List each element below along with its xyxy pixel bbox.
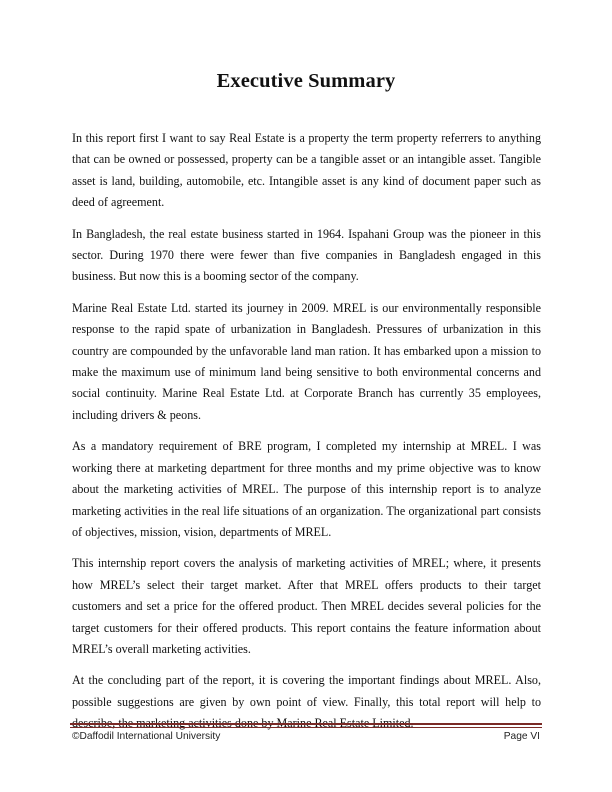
paragraph-mrel-overview: Marine Real Estate Ltd. started its journey in 2009. MREL is our environmentally responsible response to the rapid spate of urbanization in Bangladesh. Pressures of urbanization in this country are compounded by the unfavorable land man ration. It has embarked upon a mission to make the maximum use of minimum land being sensitive to both environmental concerns and social continuity. Marine Real Estate Ltd. at Corporate Branch has currently 35 employees, including drivers & peons. [72, 300, 541, 422]
footer-university: ©Daffodil International University [72, 731, 221, 742]
paragraph-report-coverage: This internship report covers the analysis of marketing activities of MREL; where, it presents how MREL’s select their target market. After that MREL offers products to their target customers and set a price for the offered product. Then MREL decides several policies for the target customers for their offered products. This report contains the feature information about MREL’s overall marketing activities. [72, 556, 541, 656]
footer-page-number: Page VI [503, 731, 540, 742]
paragraph-conclusion: At the concluding part of the report, it is covering the important findings about MREL. Also, possible suggestions are given by own point of view. Finally, this total report will help to describe, the marketing activities done by Marine Real Estate Limited. [72, 673, 541, 731]
footer-rule-thin [70, 727, 542, 728]
footer-rule-thick [70, 723, 542, 725]
paragraph-real-estate-definition: In this report first I want to say Real Estate is a property the term property referrers to anything that can be owned or possessed, property can be a tangible asset or an intangible asset. Tangible asset is land, building, automobile, etc. Intangible asset is any kind of document paper such as deed of agreement. [72, 131, 541, 210]
page-title: Executive Summary [216, 70, 396, 92]
summary-body [72, 128, 541, 745]
paragraph-bangladesh-history: In Bangladesh, the real estate business started in 1964. Ispahani Group was the pioneer in this sector. During 1970 there were fewer than five companies in Bangladesh engaged in this business. But now this is a booming sector of the company. [72, 226, 541, 284]
paragraph-internship: As a mandatory requirement of BRE program, I completed my internship at MREL. I was working there at marketing department for three months and my prime objective was to know about the marketing activities of MREL. The purpose of this internship report is to analyze marketing activities in the real life situations of an organization. The organizational part consists of objectives, mission, vision, departments of MREL. [72, 439, 541, 539]
